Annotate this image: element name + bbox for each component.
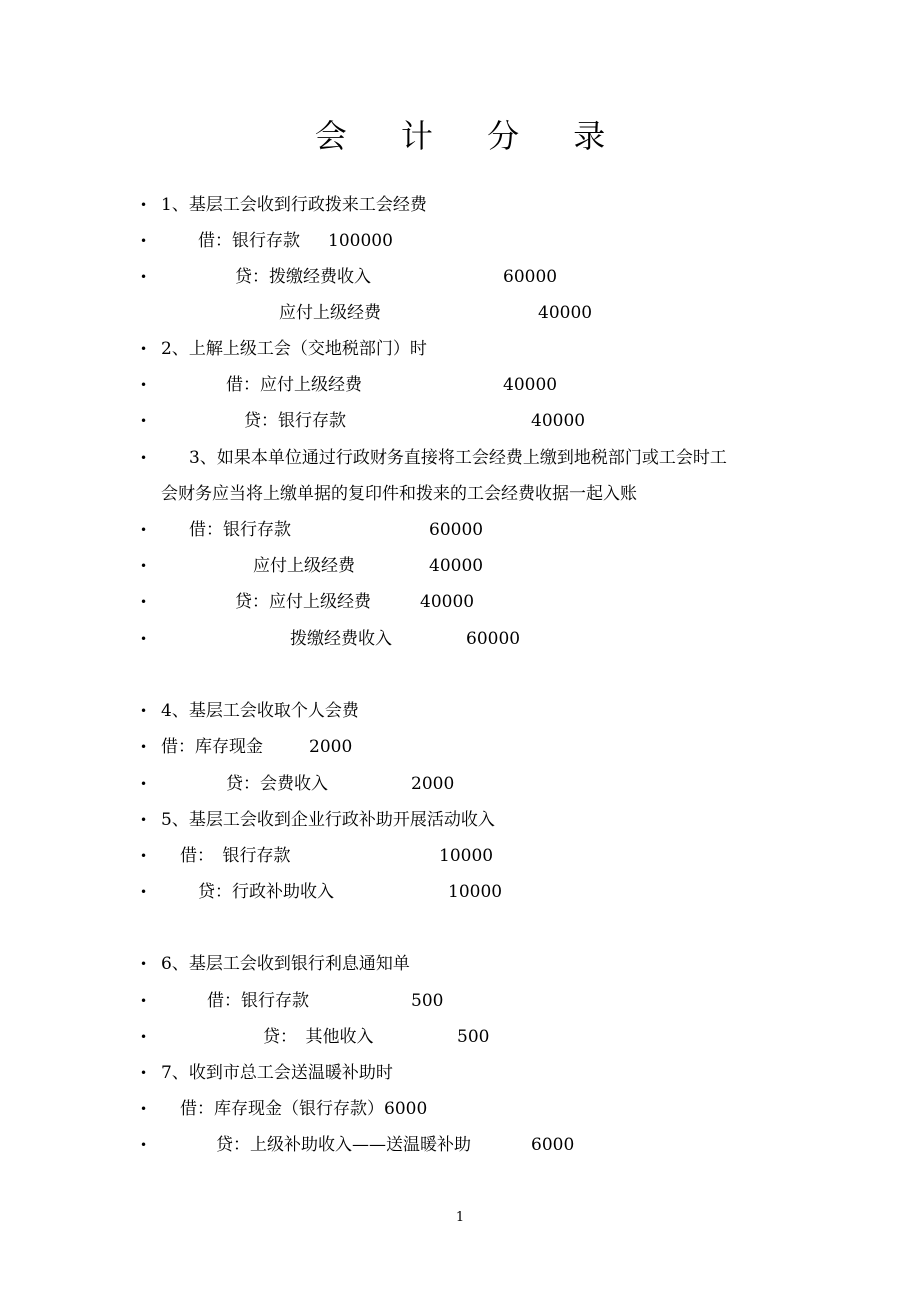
bullet: •: [140, 777, 148, 791]
entry-4-debit-amount: 2000: [309, 737, 353, 757]
entry-3-heading-line-2: 会财务应当将上缴单据的复印件和拨来的工会经费收据一起入账: [161, 484, 637, 504]
entry-4-heading: 4、基层工会收取个人会费: [161, 701, 359, 721]
entry-2-debit-label: 借：应付上级经费: [226, 375, 362, 395]
entry-1-credit-label: 贷：拨缴经费收入: [235, 267, 371, 287]
bullet: •: [140, 1030, 148, 1044]
entry-3-debit2-label: 应付上级经费: [253, 556, 355, 576]
entry-5-credit-label: 贷：行政补助收入: [198, 882, 334, 902]
entry-7-credit-amount: 6000: [531, 1135, 575, 1155]
entry-3-debit-label: 借：银行存款: [189, 520, 291, 540]
entry-2-debit-amount: 40000: [503, 375, 558, 395]
entry-7-debit-label: 借：库存现金（银行存款）6000: [180, 1099, 428, 1119]
entry-6-credit-amount: 500: [457, 1027, 490, 1047]
entry-1-credit-amount: 60000: [503, 267, 558, 287]
entry-5-debit-amount: 10000: [439, 846, 494, 866]
bullet: •: [140, 342, 148, 356]
entry-4-credit-label: 贷：会费收入: [226, 774, 328, 794]
bullet: •: [140, 704, 148, 718]
entry-5-heading: 5、基层工会收到企业行政补助开展活动收入: [161, 810, 495, 830]
entry-4-credit-amount: 2000: [411, 774, 455, 794]
bullet: •: [140, 1066, 148, 1080]
entry-6-debit-amount: 500: [411, 991, 444, 1011]
entry-1-credit2-amount: 40000: [538, 303, 593, 323]
bullet: •: [140, 1138, 148, 1152]
page-title: 会 计 分 录: [314, 117, 628, 155]
entry-2-credit-label: 贷：银行存款: [244, 411, 346, 431]
entry-6-debit-label: 借：银行存款: [207, 991, 309, 1011]
bullet: •: [140, 1102, 148, 1116]
bullet: •: [140, 595, 148, 609]
page-number: 1: [455, 1210, 465, 1225]
entry-7-heading: 7、收到市总工会送温暖补助时: [161, 1063, 393, 1083]
bullet: •: [140, 414, 148, 428]
entry-6-credit-label: 贷： 其他收入: [263, 1027, 374, 1047]
entry-5-debit-label: 借： 银行存款: [180, 846, 291, 866]
entry-3-credit-label: 贷：应付上级经费: [235, 592, 371, 612]
bullet: •: [140, 632, 148, 646]
entry-2-credit-amount: 40000: [531, 411, 586, 431]
entry-7-credit-label: 贷：上级补助收入——送温暖补助: [216, 1135, 471, 1155]
bullet: •: [140, 451, 148, 465]
bullet: •: [140, 198, 148, 212]
entry-5-credit-amount: 10000: [448, 882, 503, 902]
entry-3-debit2-amount: 40000: [429, 556, 484, 576]
bullet: •: [140, 957, 148, 971]
entry-1-debit-amount: 100000: [328, 231, 393, 251]
entry-1-credit2-label: 应付上级经费: [279, 303, 381, 323]
entry-1-debit-label: 借：银行存款: [198, 231, 300, 251]
entry-3-heading-line-1: 3、如果本单位通过行政财务直接将工会经费上缴到地税部门或工会时工: [189, 448, 727, 468]
entry-3-credit2-amount: 60000: [466, 629, 521, 649]
bullet: •: [140, 813, 148, 827]
bullet: •: [140, 559, 148, 573]
bullet: •: [140, 234, 148, 248]
entry-3-debit-amount: 60000: [429, 520, 484, 540]
entry-4-debit-label: 借：库存现金: [161, 737, 263, 757]
bullet: •: [140, 849, 148, 863]
bullet: •: [140, 270, 148, 284]
bullet: •: [140, 523, 148, 537]
bullet: •: [140, 378, 148, 392]
entry-3-credit-amount: 40000: [420, 592, 475, 612]
entry-1-heading: 1、基层工会收到行政拨来工会经费: [161, 195, 427, 215]
bullet: •: [140, 994, 148, 1008]
bullet: •: [140, 740, 148, 754]
entry-2-heading: 2、上解上级工会（交地税部门）时: [161, 339, 427, 359]
entry-6-heading: 6、基层工会收到银行利息通知单: [161, 954, 410, 974]
bullet: •: [140, 885, 148, 899]
entry-3-credit2-label: 拨缴经费收入: [290, 629, 392, 649]
